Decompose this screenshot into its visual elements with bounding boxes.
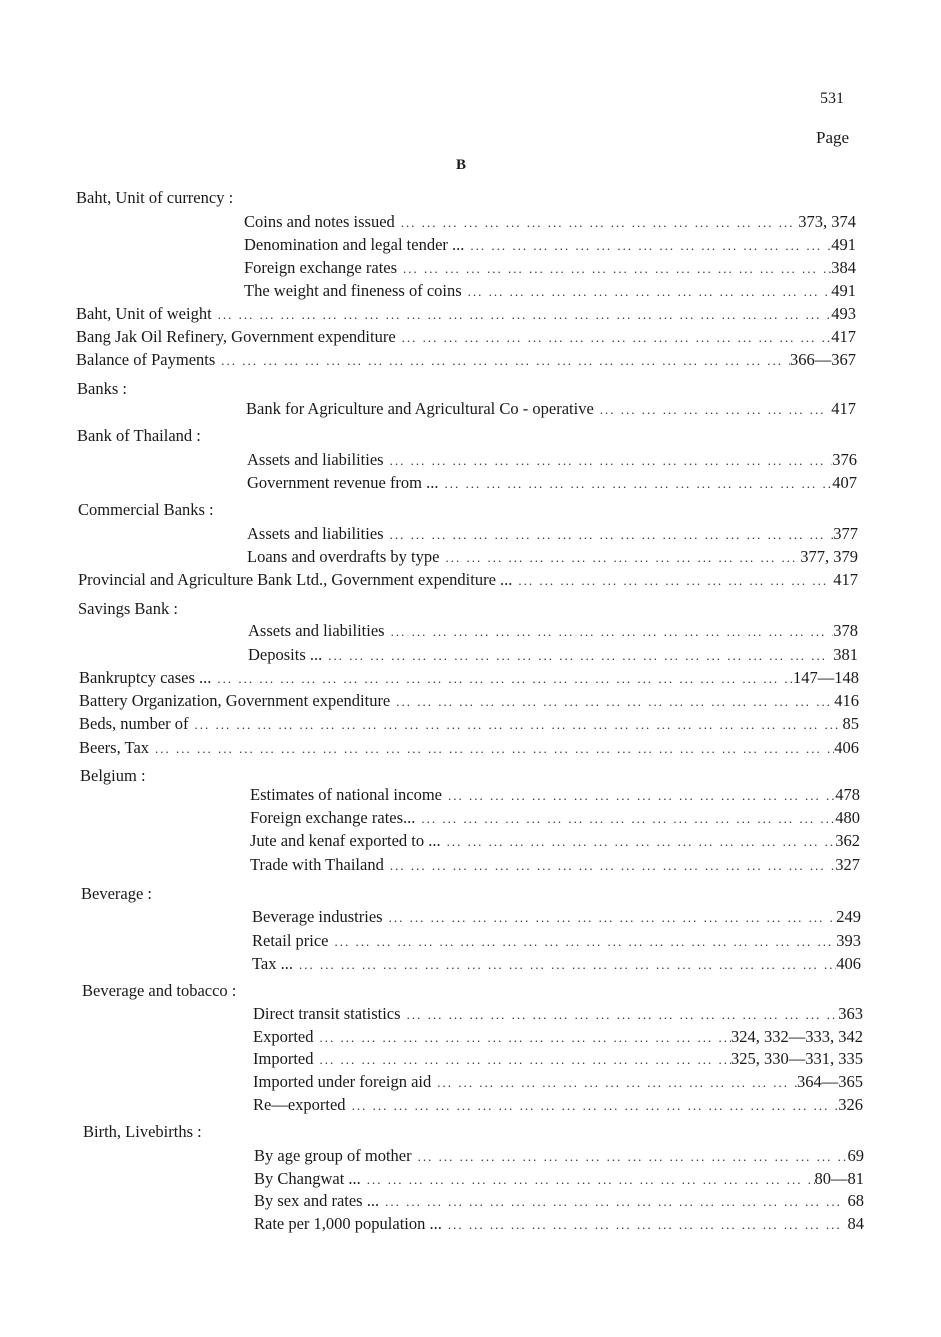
leader-dots — [396, 327, 832, 349]
entry-pages: 393 — [836, 931, 861, 950]
page-column-heading: Page — [816, 128, 850, 147]
index-entry — [253, 1071, 863, 1093]
entry-pages: 491 — [831, 281, 856, 300]
leader-dots — [361, 1169, 815, 1191]
entry-label: Bankruptcy cases ... — [79, 668, 212, 687]
index-entry — [247, 523, 858, 545]
leader-dots — [442, 1214, 848, 1236]
entry-label: Denomination and legal tender ... — [244, 235, 465, 254]
entry-label: Beds, number of — [79, 714, 189, 733]
leader-dots — [412, 1146, 848, 1168]
entry-label: Provincial and Agriculture Bank Ltd., Government expenditure ... — [78, 570, 513, 589]
leader-dots — [329, 931, 837, 953]
leader-dots — [401, 1004, 839, 1026]
entry-pages: 406 — [836, 954, 861, 973]
index-entry — [250, 784, 860, 806]
entry-pages: 324, 332—333, 342 — [731, 1027, 863, 1046]
index-entry — [252, 930, 861, 952]
index-entry — [247, 449, 857, 471]
leader-dots — [189, 714, 843, 736]
entry-pages: 478 — [835, 785, 860, 804]
leader-dots — [322, 645, 833, 667]
entry-label: Bang Jak Oil Refinery, Government expenditure — [76, 327, 396, 346]
index-heading: Beverage and tobacco : — [82, 981, 237, 1000]
leader-dots — [594, 399, 831, 421]
entry-pages: 362 — [835, 831, 860, 850]
entry-label: By Changwat ... — [254, 1169, 361, 1188]
entry-pages: 377 — [833, 524, 858, 543]
leader-dots — [431, 1072, 797, 1094]
entry-label: Assets and liabilities — [247, 524, 384, 543]
entry-pages: 480 — [835, 808, 860, 827]
leader-dots — [215, 350, 790, 372]
entry-pages: 325, 330—331, 335 — [731, 1049, 863, 1068]
index-entry — [244, 234, 856, 256]
index-heading: Baht, Unit of currency : — [76, 188, 234, 207]
index-entry — [76, 326, 856, 348]
entry-pages: 493 — [831, 304, 856, 323]
entry-pages: 363 — [838, 1004, 863, 1023]
entry-label: Battery Organization, Government expenditure — [79, 691, 391, 710]
leader-dots — [149, 738, 834, 760]
entry-pages: 378 — [833, 621, 858, 640]
index-heading: Belgium : — [80, 766, 146, 785]
index-entry — [79, 667, 859, 689]
leader-dots — [462, 281, 832, 303]
index-heading: Bank of Thailand : — [77, 426, 201, 445]
entry-label: Deposits ... — [248, 645, 323, 664]
leader-dots — [211, 668, 793, 690]
index-entry — [254, 1190, 864, 1212]
index-entry — [254, 1145, 864, 1167]
leader-dots — [385, 621, 834, 643]
index-entry — [253, 1048, 863, 1070]
leader-dots — [397, 258, 831, 280]
entry-label: Baht, Unit of weight — [76, 304, 212, 323]
entry-pages: 417 — [831, 399, 856, 418]
index-heading: Beverage : — [81, 884, 153, 903]
entry-label: Re—exported — [253, 1095, 346, 1114]
entry-pages: 491 — [831, 235, 856, 254]
entry-pages: 373, 374 — [798, 212, 856, 231]
index-entry — [76, 303, 856, 325]
entry-pages: 85 — [842, 714, 859, 733]
entry-pages: 384 — [831, 258, 856, 277]
entry-pages: 377, 379 — [800, 547, 858, 566]
leader-dots — [395, 212, 798, 234]
index-entry — [254, 1168, 864, 1190]
index-entry — [253, 1003, 863, 1025]
entry-label: Exported — [253, 1027, 314, 1046]
leader-dots — [464, 235, 831, 257]
entry-pages: 84 — [847, 1214, 864, 1233]
leader-dots — [390, 691, 834, 713]
entry-label: Beverage industries — [252, 907, 383, 926]
entry-label: Assets and liabilities — [247, 450, 384, 469]
leader-dots — [512, 570, 833, 592]
entry-label: Beers, Tax — [79, 738, 150, 757]
index-entry — [244, 257, 856, 279]
index-heading: Banks : — [77, 379, 127, 398]
entry-label: Loans and overdrafts by type — [247, 547, 440, 566]
index-entry — [252, 953, 861, 975]
entry-label: By age group of mother — [254, 1146, 412, 1165]
index-entry — [247, 546, 858, 568]
index-entry — [253, 1094, 863, 1116]
leader-dots — [442, 785, 835, 807]
entry-pages: 417 — [831, 327, 856, 346]
index-entry — [250, 830, 860, 852]
entry-pages: 249 — [836, 907, 861, 926]
index-entry — [76, 349, 856, 371]
leader-dots — [384, 855, 835, 877]
index-entry — [250, 807, 860, 829]
entry-label: Jute and kenaf exported to ... — [250, 831, 441, 850]
entry-pages: 69 — [847, 1146, 864, 1165]
index-entry — [79, 690, 859, 712]
leader-dots — [313, 1027, 731, 1049]
entry-label: Imported under foreign aid — [253, 1072, 432, 1091]
entry-label: Balance of Payments — [76, 350, 216, 369]
entry-label: Coins and notes issued — [244, 212, 395, 231]
leader-dots — [384, 524, 834, 546]
leader-dots — [313, 1049, 731, 1071]
entry-pages: 366—367 — [790, 350, 856, 369]
entry-label: Estimates of national income — [250, 785, 442, 804]
leader-dots — [293, 954, 836, 976]
section-letter: B — [456, 157, 467, 173]
entry-pages: 147—148 — [793, 668, 859, 687]
entry-pages: 327 — [835, 855, 860, 874]
entry-pages: 406 — [834, 738, 859, 757]
index-entry — [252, 906, 861, 928]
entry-pages: 407 — [832, 473, 857, 492]
index-heading: Commercial Banks : — [78, 500, 214, 519]
index-entry — [254, 1213, 864, 1235]
entry-pages: 416 — [834, 691, 859, 710]
entry-label: Retail price — [252, 931, 329, 950]
entry-pages: 364—365 — [797, 1072, 863, 1091]
leader-dots — [441, 831, 836, 853]
index-entry — [248, 620, 858, 642]
leader-dots — [415, 808, 835, 830]
entry-label: The weight and fineness of coins — [244, 281, 462, 300]
index-entry — [250, 854, 860, 876]
entry-label: Trade with Thailand — [250, 855, 384, 874]
entry-label: Direct transit statistics — [253, 1004, 401, 1023]
leader-dots — [439, 473, 833, 495]
entry-pages: 381 — [833, 645, 858, 664]
entry-pages: 326 — [838, 1095, 863, 1114]
index-entry — [78, 569, 858, 591]
entry-label: Assets and liabilities — [248, 621, 385, 640]
entry-label: Foreign exchange rates — [244, 258, 398, 277]
leader-dots — [439, 547, 800, 569]
entry-pages: 417 — [833, 570, 858, 589]
entry-label: By sex and rates ... — [254, 1191, 380, 1210]
entry-pages: 376 — [832, 450, 857, 469]
leader-dots — [212, 304, 832, 326]
index-heading: Savings Bank : — [78, 599, 178, 618]
entry-label: Foreign exchange rates... — [250, 808, 416, 827]
entry-pages: 68 — [847, 1191, 864, 1210]
leader-dots — [384, 450, 833, 472]
entry-label: Rate per 1,000 population ... — [254, 1214, 442, 1233]
entry-label: Bank for Agriculture and Agricultural Co - operative — [246, 399, 594, 418]
index-entry — [244, 280, 856, 302]
index-entry — [79, 737, 859, 759]
leader-dots — [383, 907, 837, 929]
index-entry — [253, 1026, 863, 1048]
index-heading: Birth, Livebirths : — [83, 1122, 202, 1141]
entry-label: Imported — [253, 1049, 314, 1068]
entry-label: Tax ... — [252, 954, 294, 973]
leader-dots — [346, 1095, 839, 1117]
index-entry — [244, 211, 856, 233]
index-entry — [79, 713, 859, 735]
leader-dots — [379, 1191, 847, 1213]
index-entry — [247, 472, 857, 494]
index-entry — [246, 398, 856, 420]
entry-label: Government revenue from ... — [247, 473, 439, 492]
page-number: 531 — [820, 90, 844, 107]
index-entry — [248, 644, 858, 666]
entry-pages: 80—81 — [814, 1169, 864, 1188]
